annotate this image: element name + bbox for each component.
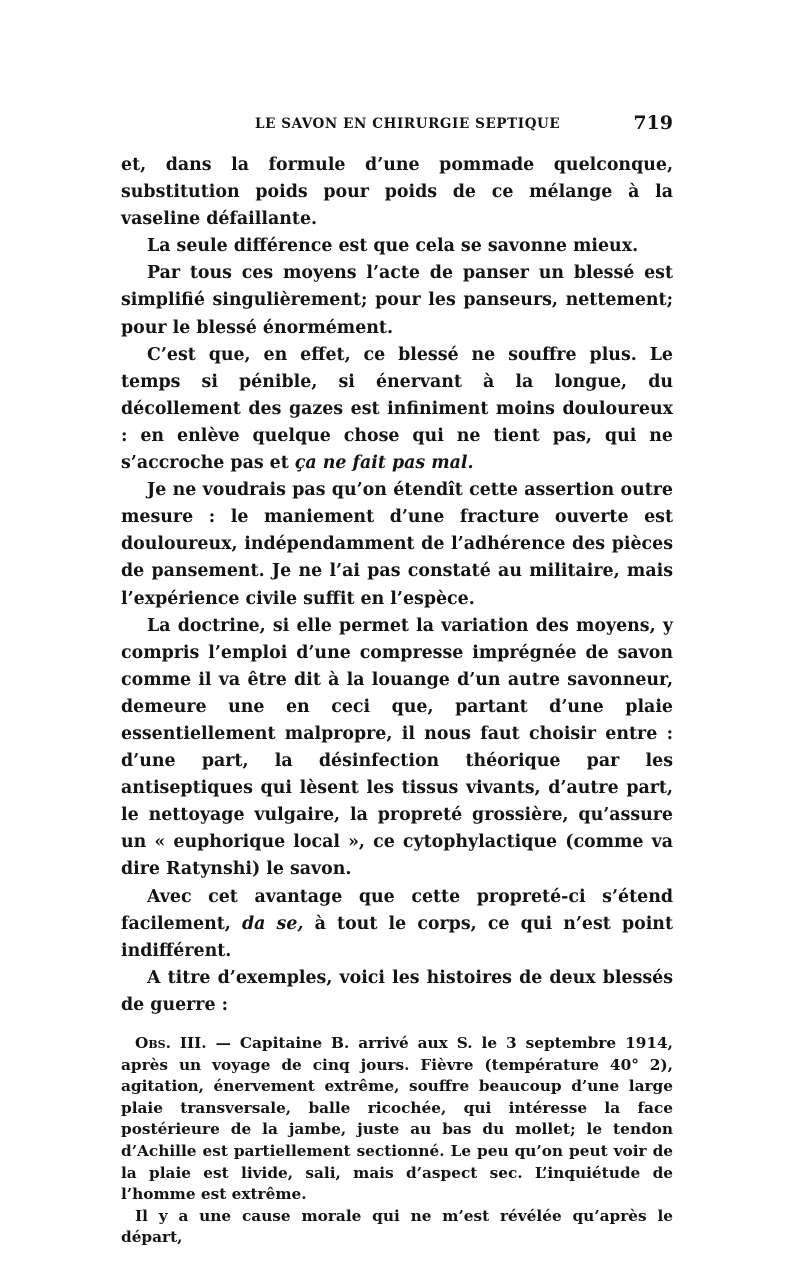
running-head (121, 110, 673, 144)
paragraph-text: à tout le corps, ce qui n’est point indifférent. (121, 913, 673, 961)
observation-block (121, 1033, 673, 1249)
body-text (121, 152, 673, 1019)
paragraph-text: Par tous ces moyens l’acte de panser un blessé est simplifié singulièrement; pour les panseurs, nettement; pour le blessé énormément. (121, 263, 673, 338)
observation-continuation (121, 1206, 673, 1249)
continuation-text: Il y a une cause morale qui ne m’est révélée qu’après le départ, (121, 1206, 673, 1247)
paragraph-text: A titre d’exemples, voici les histoires de deux blessés de guerre : (121, 967, 673, 1015)
paragraph-text: La doctrine, si elle permet la variation des moyens, y compris l’emploi d’une compresse imprégnée de savon comme il va être dit à la louange d’un autre savonneur, demeure une en ceci que, partant d’une plaie essentiellement malpropre, il nous faut choisir entre : d’une part, la désinfection théorique par les antiseptiques qui lèsent les tissus vivants, d’autre part, le nettoyage vulgaire, la propreté grossière, qu’assure un « euphorique local », ce cytophylactique (comme va dire Ratynshi) le savon. (121, 615, 673, 880)
paragraph-text: et, dans la formule d’une pommade quelconque, substitution poids pour poids de ce mélange à la vaseline défaillante. (121, 155, 673, 230)
paragraph (121, 152, 673, 233)
paragraph (121, 342, 673, 477)
running-title: LE SAVON EN CHIRURGIE SEPTIQUE (255, 116, 561, 132)
page-number: 719 (633, 112, 673, 134)
italic-phrase: ça ne fait pas mal. (294, 453, 474, 474)
observation-label: Obs. III. (135, 1034, 207, 1052)
paragraph-text: C’est que, en effet, ce blessé ne souffre plus. Le temps si pénible, si énervant à la longue, du décollement des gazes est infiniment moins douloureux : en enlève quelque chose qui ne tient pas, qui ne s’accroche pas et (121, 344, 673, 474)
paragraph-text: Je ne voudrais pas qu’on étendît cette assertion outre mesure : le maniement d’une fracture ouverte est douloureux, indépendamment de l’adhérence des pièces de pansement. Je ne l’ai pas constaté au militaire, mais l’expérience civile suffit en l’espèce. (121, 480, 673, 609)
paragraph-text: Avec cet avantage que cette propreté-ci s’étend facilement, (121, 886, 673, 934)
paragraph (121, 477, 673, 612)
observation-text: — Capitaine B. arrivé aux S. le 3 septembre 1914, après un voyage de cinq jours. Fièvre (température 40° 2), agitation, énervement extrême, souffre beaucoup d’une large plaie transversale, balle ricochée, qui intéresse la face postérieure de la jambe, juste au bas du mollet; le tendon d’Achille est partiellement sectionné. Le peu qu’on peut voir de la plaie est livide, sali, mais d’aspect sec. L’inquiétude de l’homme est extrême. (121, 1034, 673, 1204)
paragraph-text: La seule différence est que cela se savonne mieux. (147, 236, 639, 257)
observation-paragraph (121, 1033, 673, 1206)
book-page (121, 110, 673, 1249)
italic-phrase: da se, (241, 913, 304, 934)
paragraph (121, 965, 673, 1019)
paragraph (121, 613, 673, 884)
paragraph (121, 233, 673, 260)
paragraph (121, 260, 673, 341)
paragraph (121, 884, 673, 965)
